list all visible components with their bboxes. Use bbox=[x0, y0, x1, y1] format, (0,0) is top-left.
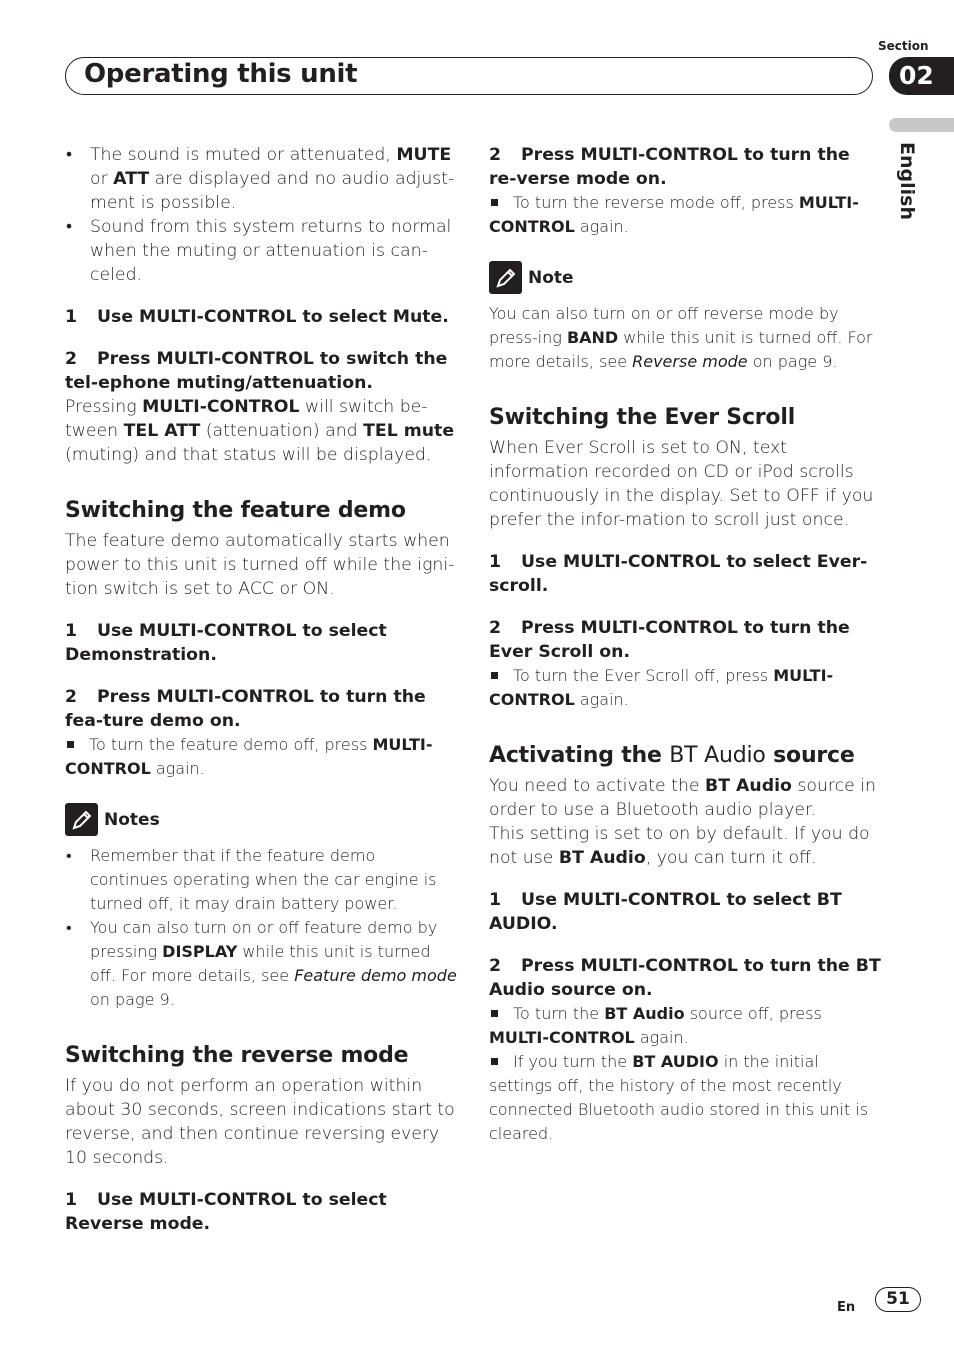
notes-list bbox=[65, 844, 457, 1012]
language-tab bbox=[889, 118, 954, 132]
ever-scroll-description: When Ever Scroll is set to ON, text information recorded on CD or iPod scrolls continuously in the display. Set to OFF if you prefer the infor-mation to scroll just once. bbox=[489, 438, 874, 530]
step-select-reverse: 1 Use MULTI-CONTROL to select Reverse mode. bbox=[65, 1190, 387, 1234]
square-bullet-icon bbox=[491, 672, 498, 679]
heading-feature-demo: Switching the feature demo bbox=[65, 498, 406, 523]
square-bullet-icon bbox=[491, 1010, 498, 1017]
notes-header bbox=[65, 803, 457, 836]
feature-demo-description: The feature demo automatically starts when power to this unit is turned off while the igni-tion switch is set to ACC or ON. bbox=[65, 531, 455, 599]
section-number: 02 bbox=[899, 61, 934, 90]
page-number: 51 bbox=[875, 1287, 921, 1312]
notes-label: Notes bbox=[104, 809, 160, 830]
pencil-note-icon bbox=[489, 261, 522, 294]
reverse-off-instruction: To turn the reverse mode off, press MULTI-CONTROL again. bbox=[489, 193, 859, 236]
list-item: • Sound from this system returns to normal when the muting or attenuation is can-celed. bbox=[65, 215, 457, 287]
step-turn-ever-scroll-on: 2 Press MULTI-CONTROL to turn the Ever Scroll on. bbox=[489, 618, 850, 662]
square-bullet-icon bbox=[491, 1058, 498, 1065]
note-label: Note bbox=[528, 267, 574, 288]
page-title: Operating this unit bbox=[84, 59, 358, 89]
step-turn-demo-on: 2 Press MULTI-CONTROL to turn the fea-ture demo on. bbox=[65, 687, 426, 731]
left-column bbox=[65, 143, 457, 1236]
step-select-demonstration: 1 Use MULTI-CONTROL to select Demonstration. bbox=[65, 621, 387, 665]
mute-bullets bbox=[65, 143, 457, 287]
ever-scroll-off-instruction: To turn the Ever Scroll off, press MULTI-CONTROL again. bbox=[489, 666, 834, 709]
demo-off-instruction: To turn the feature demo off, press MULTI-CONTROL again. bbox=[65, 735, 433, 778]
list-item: • Remember that if the feature demo continues operating when the car engine is turned off, it may drain battery power. bbox=[65, 844, 457, 916]
list-item: • You can also turn on or off feature demo by pressing DISPLAY while this unit is turned off. For more details, see Feature demo mode on page 9. bbox=[65, 916, 457, 1012]
right-column bbox=[489, 143, 881, 1146]
step-turn-bt-audio-on: 2 Press MULTI-CONTROL to turn the BT Audio source on. bbox=[489, 956, 881, 1000]
step-select-ever-scroll: 1 Use MULTI-CONTROL to select Ever-scroll. bbox=[489, 552, 868, 596]
bt-audio-description-1: You need to activate the BT Audio source in order to use a Bluetooth audio player. bbox=[489, 776, 877, 820]
heading-reverse-mode: Switching the reverse mode bbox=[65, 1043, 409, 1068]
step-switch-muting: 2 Press MULTI-CONTROL to switch the tel-ephone muting/attenuation. bbox=[65, 349, 448, 393]
step-select-mute: 1 Use MULTI-CONTROL to select Mute. bbox=[65, 307, 449, 327]
square-bullet-icon bbox=[491, 199, 498, 206]
note-text: You can also turn on or off reverse mode by press-ing BAND while this unit is turned off. For more details, see Reverse mode on page 9. bbox=[489, 304, 873, 371]
step-select-bt-audio: 1 Use MULTI-CONTROL to select BT AUDIO. bbox=[489, 890, 842, 934]
heading-bt-audio: Activating the BT Audio source bbox=[489, 743, 855, 768]
section-label: Section bbox=[878, 39, 929, 53]
footer-language: En bbox=[837, 1300, 856, 1315]
reverse-description: If you do not perform an operation within about 30 seconds, screen indications start to reverse, and then continue reversing every 10 seconds. bbox=[65, 1076, 455, 1168]
step-turn-reverse-on: 2 Press MULTI-CONTROL to turn the re-verse mode on. bbox=[489, 145, 850, 189]
bt-audio-off-instruction: To turn the BT Audio source off, press MULTI-CONTROL again. bbox=[489, 1004, 822, 1047]
bt-audio-description-2: This setting is set to on by default. If you do not use BT Audio, you can turn it off. bbox=[489, 824, 870, 868]
heading-ever-scroll: Switching the Ever Scroll bbox=[489, 405, 796, 430]
list-item: • The sound is muted or attenuated, MUTE or ATT are displayed and no audio adjust-ment is possible. bbox=[65, 143, 457, 215]
square-bullet-icon bbox=[67, 741, 74, 748]
note-header bbox=[489, 261, 881, 294]
bt-audio-history-note: If you turn the BT AUDIO in the initial settings off, the history of the most recently connected Bluetooth audio stored in this unit is cleared. bbox=[489, 1052, 869, 1143]
language-label: English bbox=[896, 142, 918, 220]
pencil-note-icon bbox=[65, 803, 98, 836]
muting-description: Pressing MULTI-CONTROL will switch be-tween TEL ATT (attenuation) and TEL mute (muting) and that status will be displayed. bbox=[65, 397, 455, 465]
